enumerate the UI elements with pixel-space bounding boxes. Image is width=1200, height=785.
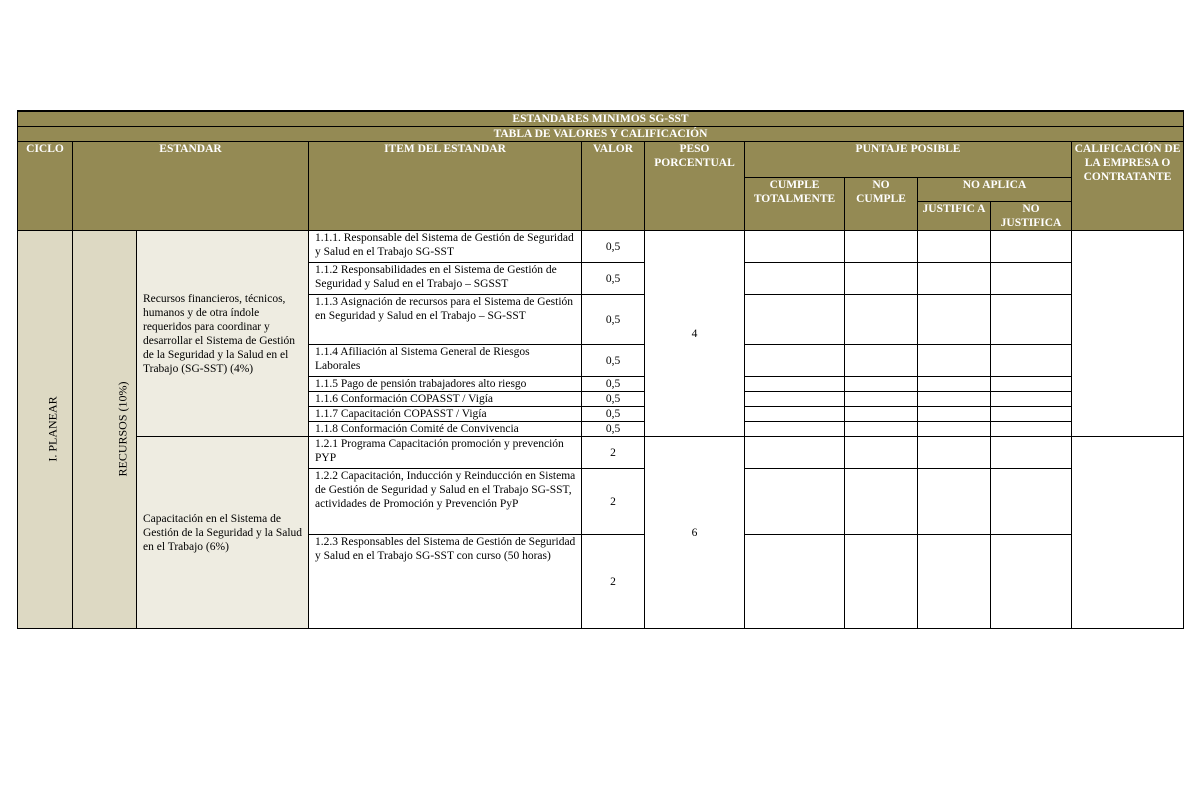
cell-cumple[interactable] xyxy=(745,407,845,422)
cell-no-justifica[interactable] xyxy=(991,469,1072,535)
item-1-1-3: 1.1.3 Asignación de recursos para el Sistema de Gestión en Seguridad y Salud en el Trabajo – SG-SST xyxy=(309,295,582,345)
calificacion-1[interactable] xyxy=(1072,231,1184,437)
item-1-1-1: 1.1.1. Responsable del Sistema de Gestión de Seguridad y Salud en el Trabajo SG-SST xyxy=(309,231,582,263)
cell-cumple[interactable] xyxy=(745,263,845,295)
standards-table xyxy=(17,110,1184,629)
ciclo-label: I. PLANEAR xyxy=(45,396,60,462)
cell-no-justifica[interactable] xyxy=(991,392,1072,407)
col-no-justifica: NO JUSTIFICA xyxy=(991,202,1072,231)
cell-justifica[interactable] xyxy=(918,263,991,295)
cell-cumple[interactable] xyxy=(745,231,845,263)
cell-cumple[interactable] xyxy=(745,295,845,345)
cell-cumple[interactable] xyxy=(745,437,845,469)
cell-no-justifica[interactable] xyxy=(991,422,1072,437)
item-1-2-1: 1.2.1 Programa Capacitación promoción y prevención PYP xyxy=(309,437,582,469)
valor-1-1-6: 0,5 xyxy=(582,392,645,407)
cell-cumple[interactable] xyxy=(745,535,845,629)
recurso-label: RECURSOS (10%) xyxy=(115,381,130,477)
col-cumple: CUMPLE TOTALMENTE xyxy=(745,178,845,231)
valor-1-1-3: 0,5 xyxy=(582,295,645,345)
cell-justifica[interactable] xyxy=(918,469,991,535)
cell-no-cumple[interactable] xyxy=(845,469,918,535)
cell-no-justifica[interactable] xyxy=(991,231,1072,263)
calificacion-2[interactable] xyxy=(1072,437,1184,629)
valor-1-1-4: 0,5 xyxy=(582,345,645,377)
item-1-1-2: 1.1.2 Responsabilidades en el Sistema de Gestión de Seguridad y Salud en el Trabajo – SGSST xyxy=(309,263,582,295)
cell-no-justifica[interactable] xyxy=(991,535,1072,629)
cell-justifica[interactable] xyxy=(918,422,991,437)
cell-justifica[interactable] xyxy=(918,392,991,407)
col-no-cumple: NO CUMPLE xyxy=(845,178,918,231)
cell-justifica[interactable] xyxy=(918,377,991,392)
col-no-aplica: NO APLICA xyxy=(918,178,1072,202)
cell-no-justifica[interactable] xyxy=(991,407,1072,422)
table-subtitle: TABLA DE VALORES Y CALIFICACIÓN xyxy=(18,127,1184,142)
table-title: ESTANDARES MINIMOS SG-SST xyxy=(18,111,1184,127)
item-1-1-5: 1.1.5 Pago de pensión trabajadores alto riesgo xyxy=(309,377,582,392)
valor-1-2-1: 2 xyxy=(582,437,645,469)
cell-no-cumple[interactable] xyxy=(845,437,918,469)
item-1-1-7: 1.1.7 Capacitación COPASST / Vigía xyxy=(309,407,582,422)
item-1-2-2: 1.2.2 Capacitación, Inducción y Reinducción en Sistema de Gestión de Seguridad y Salud en el Trabajo SG-SST, actividades de Promoción y Prevención PyP xyxy=(309,469,582,535)
cell-no-justifica[interactable] xyxy=(991,377,1072,392)
valor-1-1-2: 0,5 xyxy=(582,263,645,295)
item-1-1-4: 1.1.4 Afiliación al Sistema General de Riesgos Laborales xyxy=(309,345,582,377)
cell-no-justifica[interactable] xyxy=(991,295,1072,345)
valor-1-1-7: 0,5 xyxy=(582,407,645,422)
cell-no-cumple[interactable] xyxy=(845,392,918,407)
col-peso: PESO PORCENTUAL xyxy=(645,142,745,231)
col-ciclo: CICLO xyxy=(18,142,73,231)
estandar-2: Capacitación en el Sistema de Gestión de la Seguridad y la Salud en el Trabajo (6%) xyxy=(137,437,309,629)
cell-no-cumple[interactable] xyxy=(845,407,918,422)
cell-no-justifica[interactable] xyxy=(991,263,1072,295)
item-1-1-8: 1.1.8 Conformación Comité de Convivencia xyxy=(309,422,582,437)
col-valor: VALOR xyxy=(582,142,645,231)
valor-1-2-2: 2 xyxy=(582,469,645,535)
cell-no-justifica[interactable] xyxy=(991,437,1072,469)
col-estandar: ESTANDAR xyxy=(73,142,309,231)
estandar-1: Recursos financieros, técnicos, humanos y de otra índole requeridos para coordinar y desarrollar el Sistema de Gestión de la Seguridad y la Salud en el Trabajo (SG-SST) (4%) xyxy=(137,231,309,437)
cell-cumple[interactable] xyxy=(745,345,845,377)
cell-justifica[interactable] xyxy=(918,535,991,629)
cell-cumple[interactable] xyxy=(745,422,845,437)
cell-cumple[interactable] xyxy=(745,377,845,392)
cell-cumple[interactable] xyxy=(745,469,845,535)
peso-2: 6 xyxy=(645,437,745,629)
item-1-1-6: 1.1.6 Conformación COPASST / Vigía xyxy=(309,392,582,407)
cell-no-cumple[interactable] xyxy=(845,345,918,377)
item-1-2-3: 1.2.3 Responsables del Sistema de Gestión de Seguridad y Salud en el Trabajo SG-SST con curso (50 horas) xyxy=(309,535,582,629)
col-puntaje: PUNTAJE POSIBLE xyxy=(745,142,1072,178)
valor-1-1-8: 0,5 xyxy=(582,422,645,437)
recurso-cell xyxy=(73,231,137,629)
valor-1-1-1: 0,5 xyxy=(582,231,645,263)
cell-justifica[interactable] xyxy=(918,407,991,422)
ciclo-cell xyxy=(18,231,73,629)
cell-no-cumple[interactable] xyxy=(845,263,918,295)
cell-cumple[interactable] xyxy=(745,392,845,407)
valor-1-2-3: 2 xyxy=(582,535,645,629)
cell-justifica[interactable] xyxy=(918,437,991,469)
cell-no-cumple[interactable] xyxy=(845,535,918,629)
col-item: ITEM DEL ESTANDAR xyxy=(309,142,582,231)
col-calificacion: CALIFICACIÓN DE LA EMPRESA O CONTRATANTE xyxy=(1072,142,1184,231)
cell-justifica[interactable] xyxy=(918,345,991,377)
col-justifica: JUSTIFIC A xyxy=(918,202,991,231)
peso-1: 4 xyxy=(645,231,745,437)
cell-no-cumple[interactable] xyxy=(845,422,918,437)
cell-justifica[interactable] xyxy=(918,295,991,345)
cell-no-cumple[interactable] xyxy=(845,231,918,263)
valor-1-1-5: 0,5 xyxy=(582,377,645,392)
cell-no-justifica[interactable] xyxy=(991,345,1072,377)
cell-no-cumple[interactable] xyxy=(845,377,918,392)
cell-no-cumple[interactable] xyxy=(845,295,918,345)
cell-justifica[interactable] xyxy=(918,231,991,263)
